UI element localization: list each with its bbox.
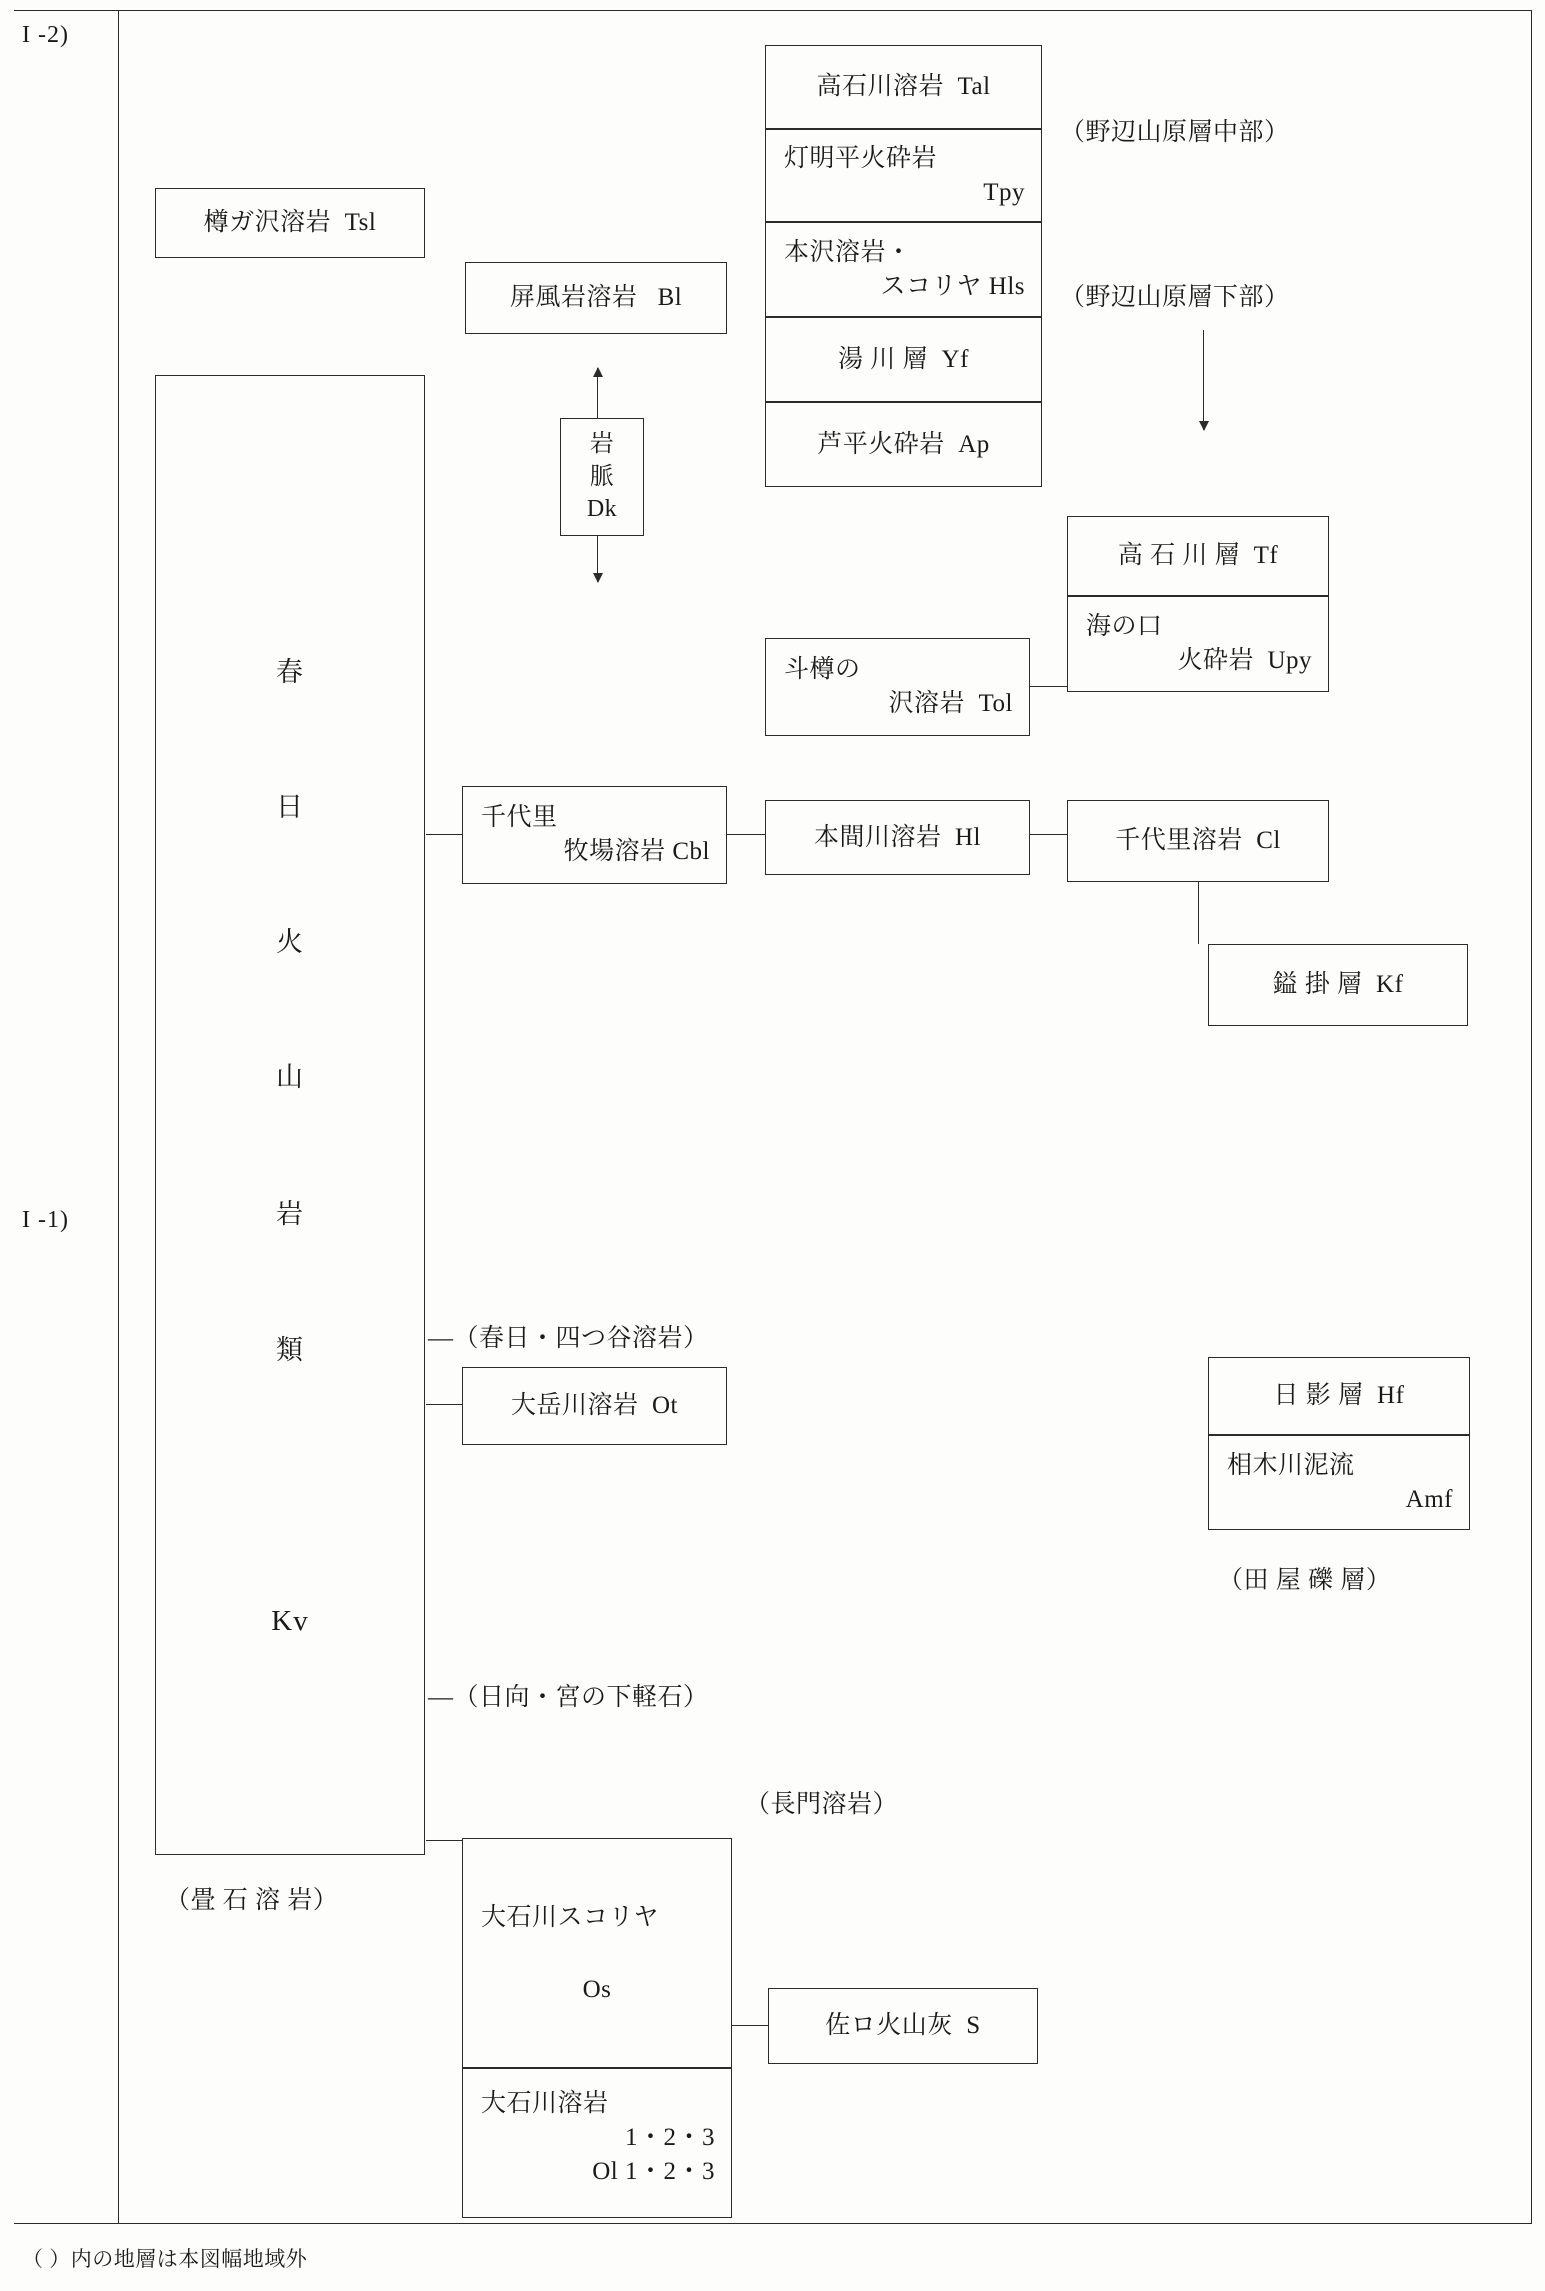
- box-s: 佐ロ火山灰 S: [768, 1988, 1038, 2064]
- frame-bottom-line: [14, 2223, 1532, 2224]
- kasuga-code: Kv: [271, 1605, 309, 1637]
- kasuga-char-4: 山: [276, 1062, 304, 1092]
- kasuga-below-label: （畳 石 溶 岩）: [165, 1887, 339, 1914]
- arrow-dk-down: [597, 536, 598, 582]
- box-cl: 千代里溶岩 Cl: [1067, 800, 1329, 882]
- box-hl: 本間川溶岩 Hl: [765, 800, 1030, 875]
- connector-kv-os: [426, 1840, 462, 1841]
- arrow-nobeyama-down: [1203, 330, 1204, 430]
- annotation-nobeyama-lower: （野辺山原層下部）: [1060, 284, 1290, 311]
- box-cbl: 千代里 牧場溶岩 Cbl: [462, 786, 727, 884]
- kasuga-char-2: 日: [276, 792, 304, 822]
- box-hls: 本沢溶岩・ スコリヤ Hls: [765, 222, 1042, 317]
- annotation-nobeyama-middle: （野辺山原層中部）: [1060, 119, 1290, 146]
- annotation-nagato: （長門溶岩）: [745, 1791, 899, 1818]
- frame-right-line: [1531, 10, 1532, 2223]
- box-amf: 相木川泥流 Amf: [1208, 1435, 1470, 1530]
- connector-os-s: [732, 2025, 768, 2026]
- box-tol: 斗樽の 沢溶岩 Tol: [765, 638, 1030, 736]
- box-ol: 大石川溶岩 1・2・3 Ol 1・2・3: [462, 2068, 732, 2218]
- connector-hl-cl: [1030, 834, 1067, 835]
- box-tpy: 灯明平火砕岩 Tpy: [765, 129, 1042, 222]
- arrow-dk-up: [597, 368, 598, 418]
- connector-cl-kf: [1198, 882, 1199, 944]
- box-kf: 鎰 掛 層 Kf: [1208, 944, 1468, 1026]
- annotation-kasuga-yotsuya: —（春日・四つ谷溶岩）: [428, 1325, 709, 1352]
- section-id-lower: I -1): [22, 1207, 69, 1233]
- annotation-taya: （田 屋 礫 層）: [1218, 1567, 1392, 1594]
- kasuga-char-3: 火: [276, 927, 304, 957]
- section-id-upper: I -2): [22, 22, 69, 48]
- box-upy: 海の口 火砕岩 Upy: [1067, 596, 1329, 692]
- box-hf: 日 影 層 Hf: [1208, 1357, 1470, 1435]
- box-bl: 屏風岩溶岩 Bl: [465, 262, 727, 334]
- box-ap: 芦平火砕岩 Ap: [765, 402, 1042, 487]
- kasuga-char-6: 類: [276, 1335, 304, 1365]
- box-tal: 高石川溶岩 Tal: [765, 45, 1042, 129]
- box-tf: 高 石 川 層 Tf: [1067, 516, 1329, 596]
- footnote: （ ）内の地層は本図幅地域外: [22, 2247, 308, 2271]
- connector-tol-upy: [1030, 686, 1068, 687]
- left-column-divider: [118, 10, 119, 2223]
- connector-kv-ot: [426, 1404, 462, 1405]
- box-os: 大石川スコリヤ Os: [462, 1838, 732, 2068]
- frame-top-line: [14, 10, 1532, 11]
- box-yf: 湯 川 層 Yf: [765, 317, 1042, 402]
- connector-kv-cbl: [426, 834, 462, 835]
- box-tsl: 樽ガ沢溶岩 Tsl: [155, 188, 425, 258]
- kasuga-char-5: 岩: [276, 1199, 304, 1229]
- connector-cbl-hl: [727, 834, 765, 835]
- box-dk: 岩 脈 Dk: [560, 418, 644, 536]
- box-ot: 大岳川溶岩 Ot: [462, 1367, 727, 1445]
- annotation-hinata-miyanoshita: —（日向・宮の下軽石）: [428, 1684, 709, 1711]
- kasuga-char-1: 春: [276, 657, 304, 687]
